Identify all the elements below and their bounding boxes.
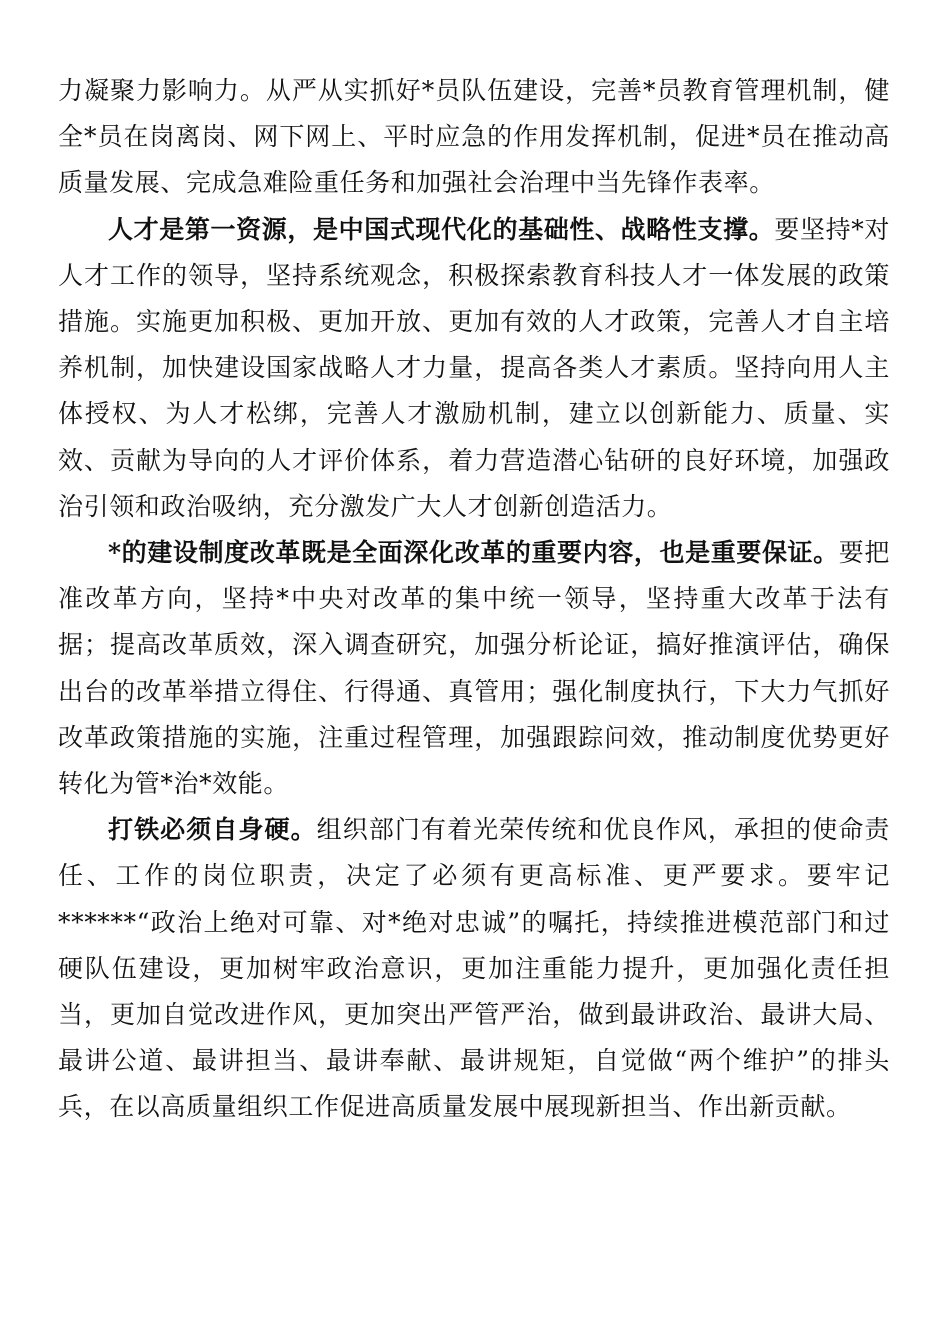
paragraph-self-discipline [58, 807, 890, 1130]
paragraph-text: 力凝聚力影响力。从严从实抓好*员队伍建设，完善*员教育管理机制，健全*员在岗离岗、网下网上、平时应急的作用发挥机制，促进*员在推动高质量发展、完成急难险重任务和加强社会治理中当先锋作表率。 [58, 76, 890, 198]
document-body [58, 68, 890, 1131]
paragraph-continued [58, 68, 890, 207]
paragraph-text: 组织部门有着光荣传统和优良作风，承担的使命责任、工作的岗位职责，决定了必须有更高标准、更严要求。要牢记******“政治上绝对可靠、对*绝对忠诚”的嘱托，持续推进模范部门和过硬队伍建设，更加树牢政治意识，更加注重能力提升，更加强化责任担当，更加自觉改进作风，更加突出严管严治，做到最讲政治、最讲大局、最讲公道、最讲担当、最讲奉献、最讲规矩，自觉做“两个维护”的排头兵，在以高质量组织工作促进高质量发展中展现新担当、作出新贡献。 [58, 815, 891, 1122]
paragraph-reform [58, 530, 890, 807]
paragraph-lead: 人才是第一资源，是中国式现代化的基础性、战略性支撑。 [108, 214, 775, 244]
paragraph-text: 要把准改革方向，坚持*中央对改革的集中统一领导，坚持重大改革于法有据；提高改革质效，深入调查研究，加强分析论证，搞好推演评估，确保出台的改革举措立得住、行得通、真管用；强化制度执行，下大力气抓好改革政策措施的实施，注重过程管理，加强跟踪问效，推动制度优势更好转化为管*治*效能。 [58, 538, 890, 799]
paragraph-lead: 打铁必须自身硬。 [108, 815, 317, 845]
paragraph-lead: *的建设制度改革既是全面深化改革的重要内容，也是重要保证。 [108, 538, 839, 568]
paragraph-talent [58, 207, 890, 530]
paragraph-text: 要坚持*对人才工作的领导，坚持系统观念，积极探索教育科技人才一体发展的政策措施。实施更加积极、更加开放、更加有效的人才政策，完善人才自主培养机制，加快建设国家战略人才力量，提高各类人才素质。坚持向用人主体授权、为人才松绑，完善人才激励机制，建立以创新能力、质量、实效、贡献为导向的人才评价体系，着力营造潜心钻研的良好环境，加强政治引领和政治吸纳，充分激发广大人才创新创造活力。 [58, 214, 890, 521]
